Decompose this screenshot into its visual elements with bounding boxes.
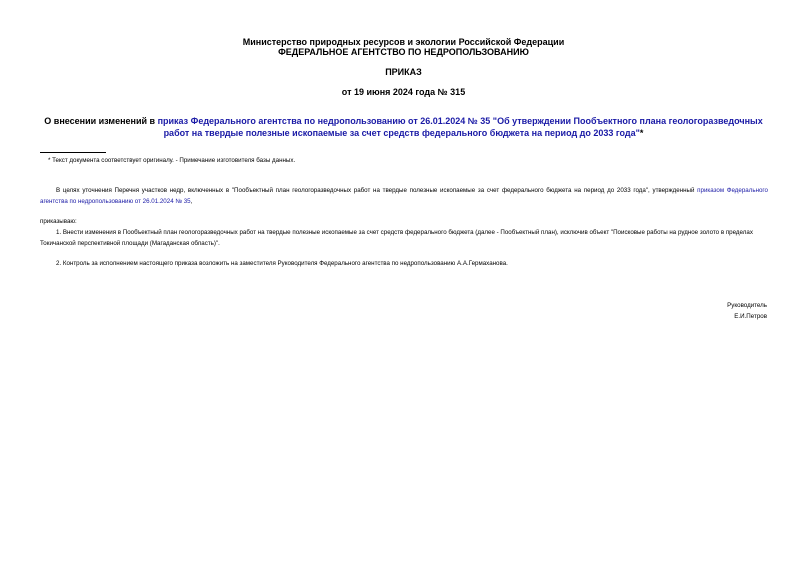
subject-prefix: О внесении изменений в <box>44 116 158 126</box>
signature-name: Е.И.Петров <box>734 313 767 320</box>
ministry-name: Министерство природных ресурсов и экологии Российской Федерации <box>242 37 565 47</box>
preamble-end: , <box>190 197 193 205</box>
subject-footnote-mark: * <box>639 128 644 138</box>
signature-title: Руководитель <box>727 302 767 309</box>
footnote-text: * Текст документа соответствует оригиналу. - Примечание изготовителя базы данных. <box>48 157 296 164</box>
order-item-2: 2. Контроль за исполнением настоящего приказа возложить на заместителя Руководителя Федерального агентства по недропользованию А.А.Гермаханова. <box>56 260 508 267</box>
order-item-1: 1. Внести изменения в Пообъектный план геологоразведочных работ на твердые полезные ископаемые за счет средств федерального бюджета (далее - Пообъектный план), исключив объект "Поисковые работы на рудное золото в пределах Токичанской перспективной площади (Магаданская область)". <box>40 229 753 247</box>
subject-order-link[interactable]: приказ Федерального агентства по недропользованию от 26.01.2024 № 35 "Об утверждении Пообъектного плана геологоразведочных работ на твердые полезные ископаемые за счет средств федерального бюджета на период до 2033 года" <box>157 116 763 138</box>
document-subject <box>40 115 767 139</box>
preamble-paragraph <box>40 186 768 207</box>
preamble-order-link[interactable]: приказом Федерального агентства по недропользованию от 26.01.2024 № 35 <box>40 187 768 205</box>
document-type: ПРИКАЗ <box>385 67 422 77</box>
footnote-divider <box>40 152 106 153</box>
agency-name: ФЕДЕРАЛЬНОЕ АГЕНТСТВО ПО НЕДРОПОЛЬЗОВАНИЮ <box>278 47 529 57</box>
document-date-number: от 19 июня 2024 года № 315 <box>341 87 466 97</box>
order-word: приказываю: <box>40 218 77 225</box>
preamble-text: В целях уточнения Перечня участков недр, включенных в "Пообъектный план геологоразведочных работ на твердые полезные ископаемые за счет федерального бюджета на период до 2033 года", утвержденный <box>56 187 698 194</box>
